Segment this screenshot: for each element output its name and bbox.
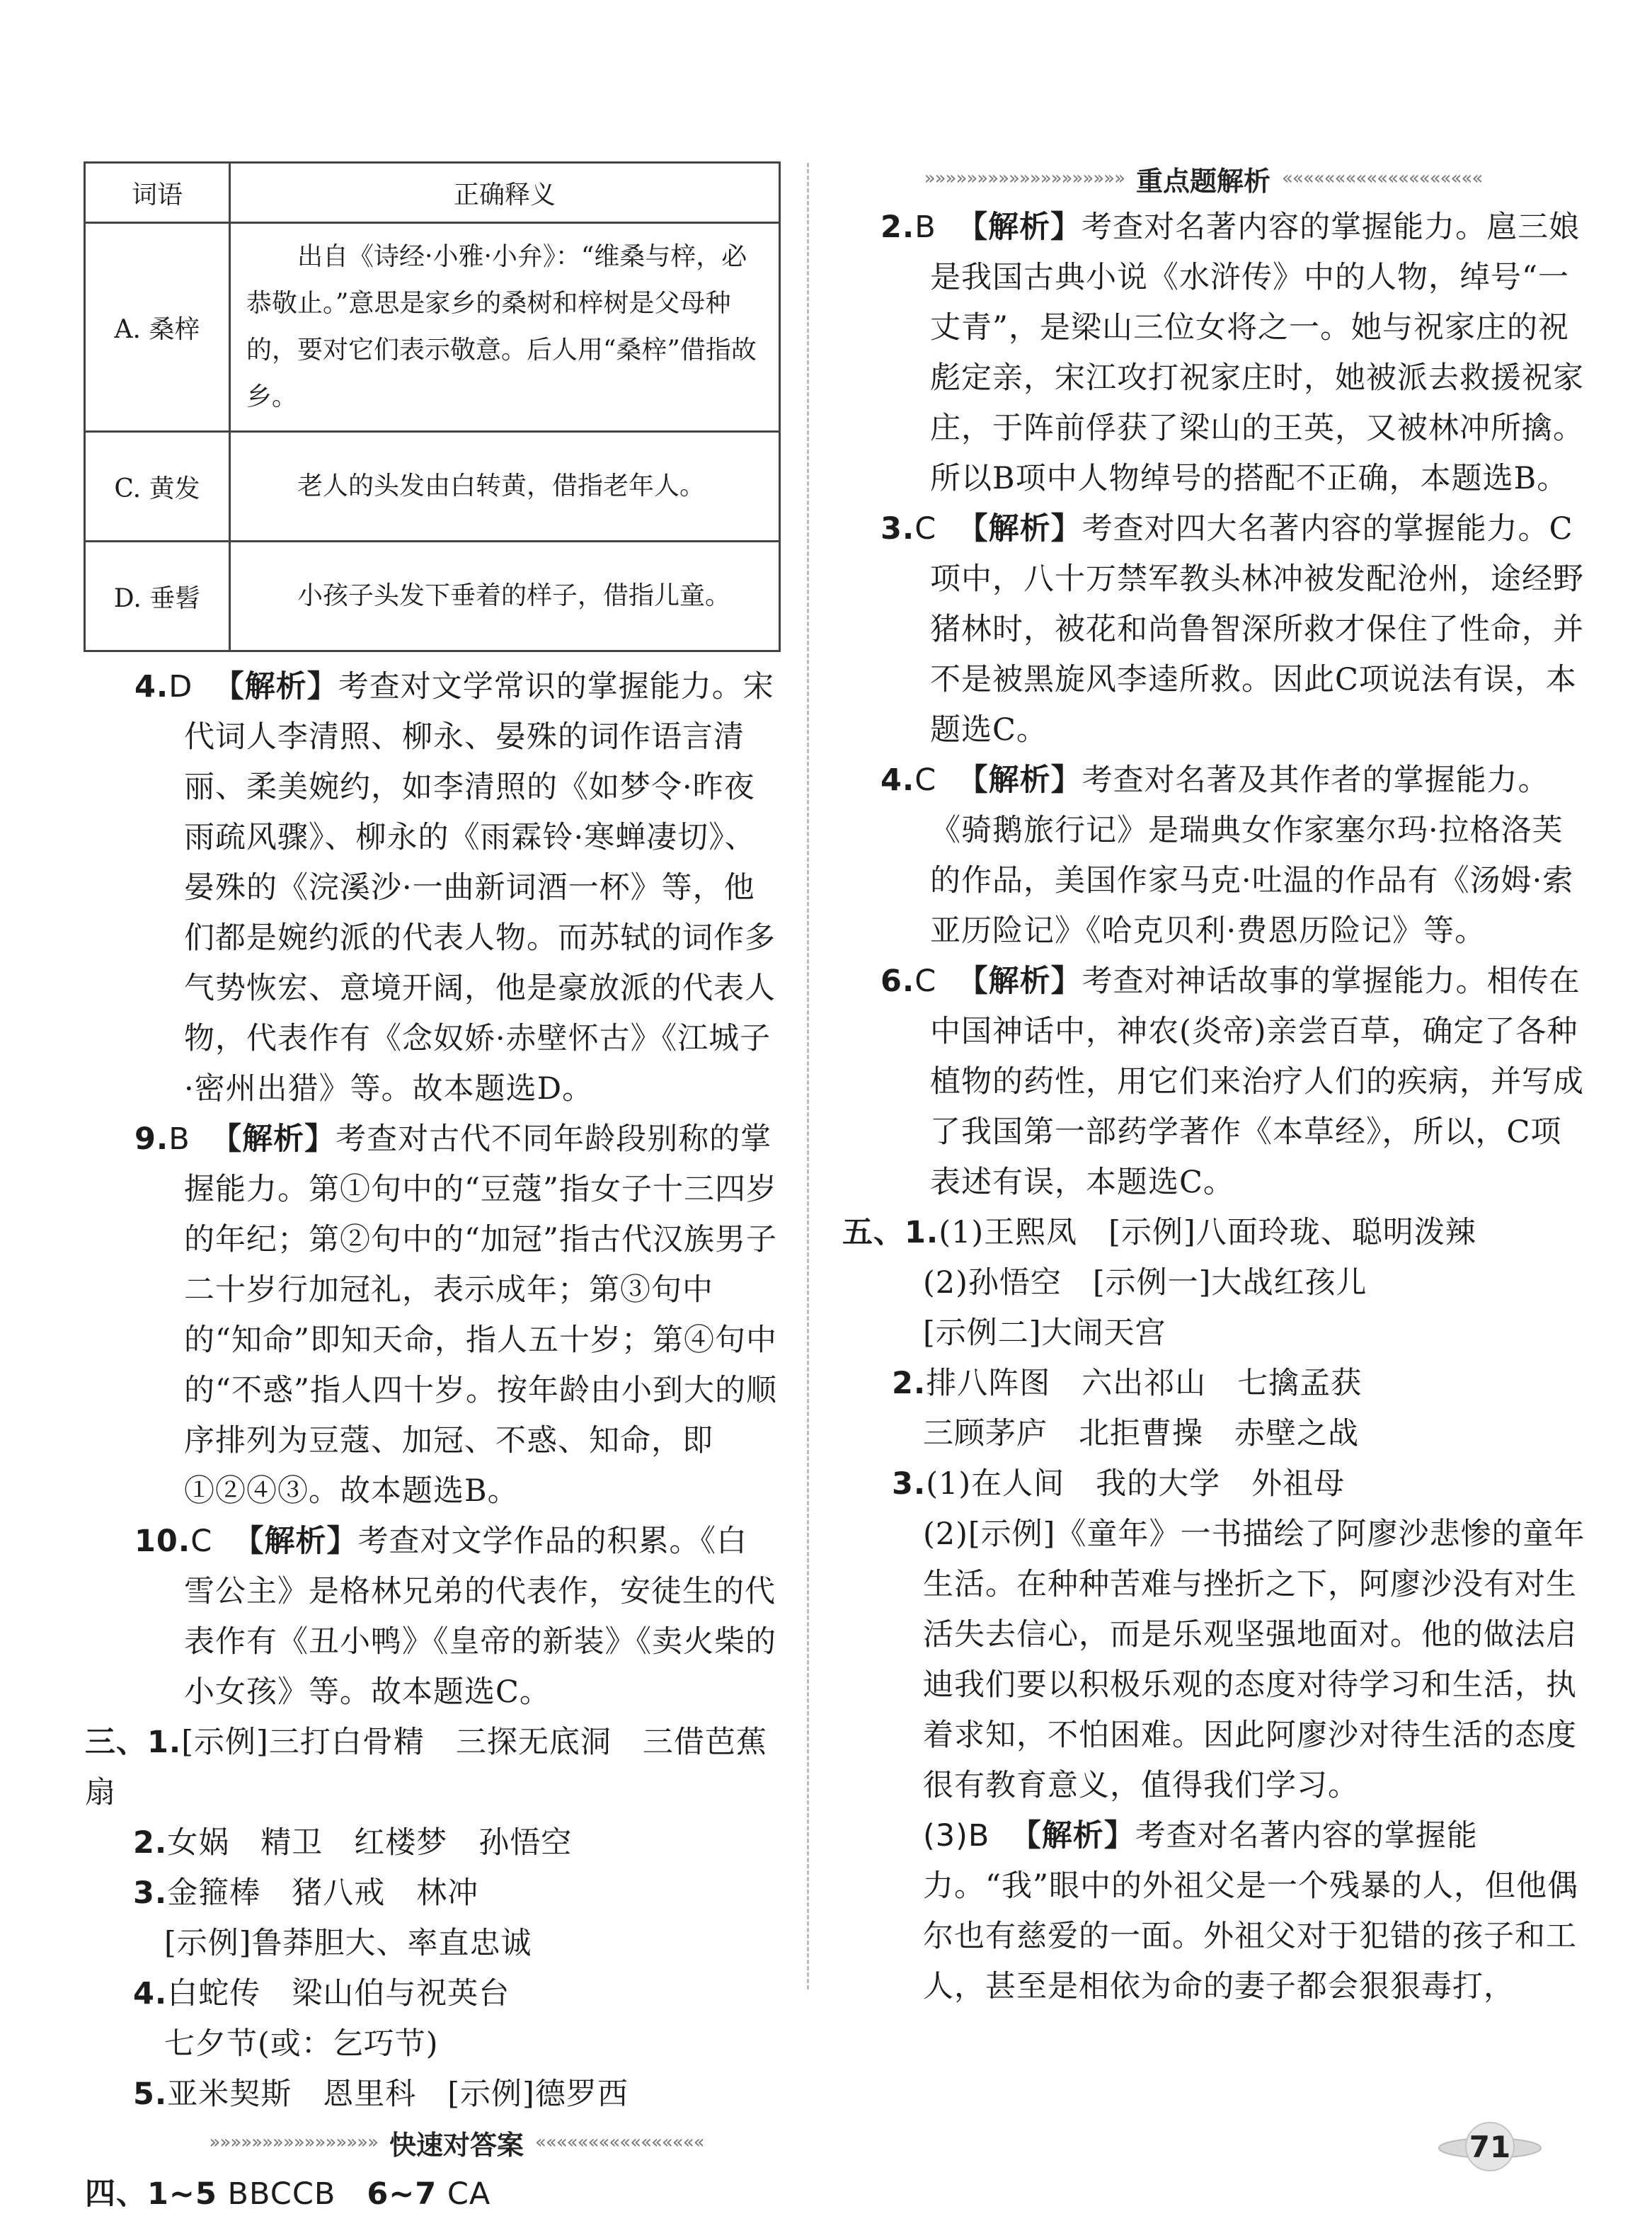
table-header-row	[85, 163, 780, 223]
answer-q9: 9.B 【解析】考查对古代不同年龄段别称的掌握能力。第①句中的“豆蔻”指女子十三四岁的年纪；第②句中的“加冠”指古代汉族男子二十岁行加冠礼，表示成年；第③句中的“知命”即知天命，指人五十岁；第④句中的“不惑”指人四十岁。按年龄由小到大的顺序排列为豆蔻、加冠、不惑、知命，即①②④③。故本题选B。	[134, 1121, 777, 1509]
right-answers	[881, 202, 1588, 1208]
table-header-definition: 正确释义	[230, 163, 780, 223]
analysis-q4: 4.C 【解析】考查对名著及其作者的掌握能力。《骑鹅旅行记》是瑞典女作家塞尔玛·拉格洛芙的作品，美国作家马克·吐温的作品有《汤姆·索亚历险记》《哈克贝利·费恩历险记》等。	[881, 763, 1574, 949]
table-header-word: 词语	[85, 163, 230, 223]
section-five-item-3b: (2)[示例]《童年》一书描绘了阿廖沙悲惨的童年生活。在种种苦难与挫折之下，阿廖沙没有对生活失去信心，而是乐观坚强地面对。他的做法启迪我们要以积极乐观的态度对待学习和生活，执着求知，不怕困难。因此阿廖沙对待生活的态度很有教育意义，值得我们学习。	[923, 1517, 1585, 1803]
answer-q4: 4.D 【解析】考查对文学常识的掌握能力。宋代词人李清照、柳永、晏殊的词作语言清丽、柔美婉约，如李清照的《如梦令·昨夜雨疏风骤》、柳永的《雨霖铃·寒蝉凄切》、晏殊的《浣溪沙·一曲新词酒一杯》等，他们都是婉约派的代表人物。而苏轼的词作多气势恢宏、意境开阔，他是豪放派的代表人物，代表作有《念奴娇·赤壁怀古》《江城子·密州出猎》等。故本题选D。	[134, 669, 776, 1107]
banner-arrows-right-icon: ««««««««««««««««	[535, 2132, 704, 2153]
section-five	[842, 1208, 1593, 2012]
section-three-item-1: 三、1.[示例]三打白骨精 三探无底洞 三借芭蕉扇	[85, 1725, 767, 1810]
answer-q10: 10.C 【解析】考查对文学作品的积累。《白雪公主》是格林兄弟的代表作，安徒生的代表作有《丑小鸭》《皇帝的新装》《卖火柴的小女孩》等。故本题选C。	[134, 1524, 776, 1710]
banner-title: 快速对答案	[389, 2129, 524, 2161]
section-four-answers: 四、1~5 BBCCB 6~7 CA	[85, 2176, 491, 2212]
banner-arrows-left-icon: »»»»»»»»»»»»»»»»	[209, 2132, 378, 2153]
table-cell-word: C. 黄发	[85, 432, 230, 542]
table-cell-definition: 出自《诗经·小雅·小弁》：“维桑与梓，必恭敬止。”意思是家乡的桑树和梓树是父母种的，要对它们表示敬意。后人用“桑梓”借指故乡。	[230, 223, 780, 432]
section-five-item-1a: 五、1.(1)王熙凤 [示例]八面玲珑、聪明泼辣	[842, 1215, 1476, 1250]
analysis-q2: 2.B 【解析】考查对名著内容的掌握能力。扈三娘是我国古典小说《水浒传》中的人物，绰号“一丈青”，是梁山三位女将之一。她与祝家庄的祝彪定亲，宋江攻打祝家庄时，她被派去救援祝家庄，于阵前俘获了梁山的王英，又被林冲所擒。所以B项中人物绰号的搭配不正确，本题选B。	[881, 210, 1584, 496]
analysis-q3: 3.C 【解析】考查对四大名著内容的掌握能力。C项中，八十万禁军教头林冲被发配沧州，途经野猪林时，被花和尚鲁智深所救才保住了性命，并不是被黑旋风李逵所救。因此C项说法有误，本题选C。	[881, 511, 1584, 748]
left-answers	[134, 662, 779, 1718]
section-three-item-4: 4.白蛇传 梁山伯与祝英台	[133, 1976, 510, 2011]
banner-arrows-left-icon: »»»»»»»»»»»»»»»»»»»	[924, 168, 1125, 189]
table-row	[85, 223, 780, 432]
section-five-item-1b: (2)孙悟空 [示例一]大战红孩儿	[923, 1265, 1367, 1301]
page-number: 71	[1469, 2129, 1511, 2164]
table-cell-definition: 老人的头发由白转黄，借指老年人。	[230, 432, 780, 542]
section-three-item-2: 2.女娲 精卫 红楼梦 孙悟空	[133, 1825, 573, 1861]
banner-title: 重点题解析	[1135, 165, 1270, 197]
section-five-item-1c: [示例二]大闹天宫	[923, 1315, 1166, 1351]
banner-arrows-right-icon: «««««««««««««««««««	[1282, 168, 1483, 189]
key-analysis-banner	[878, 157, 1529, 200]
table-cell-word: A. 桑梓	[85, 223, 230, 432]
section-five-item-3a: 3.(1)在人间 我的大学 外祖母	[892, 1466, 1346, 1502]
table-cell-word: D. 垂髫	[85, 542, 230, 651]
section-three-item-4-extra: 七夕节(或：乞巧节)	[164, 2026, 439, 2062]
section-five-item-2b: 三顾茅庐 北拒曹操 赤壁之战	[923, 1416, 1359, 1451]
section-three-item-5: 5.亚米契斯 恩里科 [示例]德罗西	[133, 2077, 629, 2112]
section-five-item-2a: 2.排八阵图 六出祁山 七擒孟获	[892, 1366, 1363, 1401]
left-column	[0, 161, 807, 2220]
right-column	[842, 157, 1600, 2012]
section-three-item-3: 3.金箍棒 猪八戒 林冲	[133, 1875, 479, 1911]
quick-answers-banner	[134, 2121, 779, 2164]
table-row	[85, 542, 780, 651]
section-three	[85, 1718, 786, 2120]
section-five-item-3c: (3)B 【解析】考查对名著内容的掌握能力。“我”眼中的外祖父是一个残暴的人，但他偶尔也有慈爱的一面。外祖父对于犯错的孩子和工人，甚至是相依为命的妻子都会狠狠毒打，	[923, 1818, 1578, 2004]
table-row	[85, 432, 780, 542]
table-cell-definition: 小孩子头发下垂着的样子，借指儿童。	[230, 542, 780, 651]
section-four	[85, 2169, 807, 2220]
page-number-badge	[1437, 2115, 1543, 2178]
analysis-q6: 6.C 【解析】考查对神话故事的掌握能力。相传在中国神话中，神农(炎帝)亲尝百草，确定了各种植物的药性，用它们来治疗人们的疾病，并写成了我国第一部药学著作《本草经》，所以，C项表述有误，本题选C。	[881, 964, 1584, 1200]
section-three-item-3-example: [示例]鲁莽胆大、率直忠诚	[164, 1926, 532, 1961]
column-divider	[807, 163, 809, 1989]
glossary-table	[84, 161, 781, 652]
